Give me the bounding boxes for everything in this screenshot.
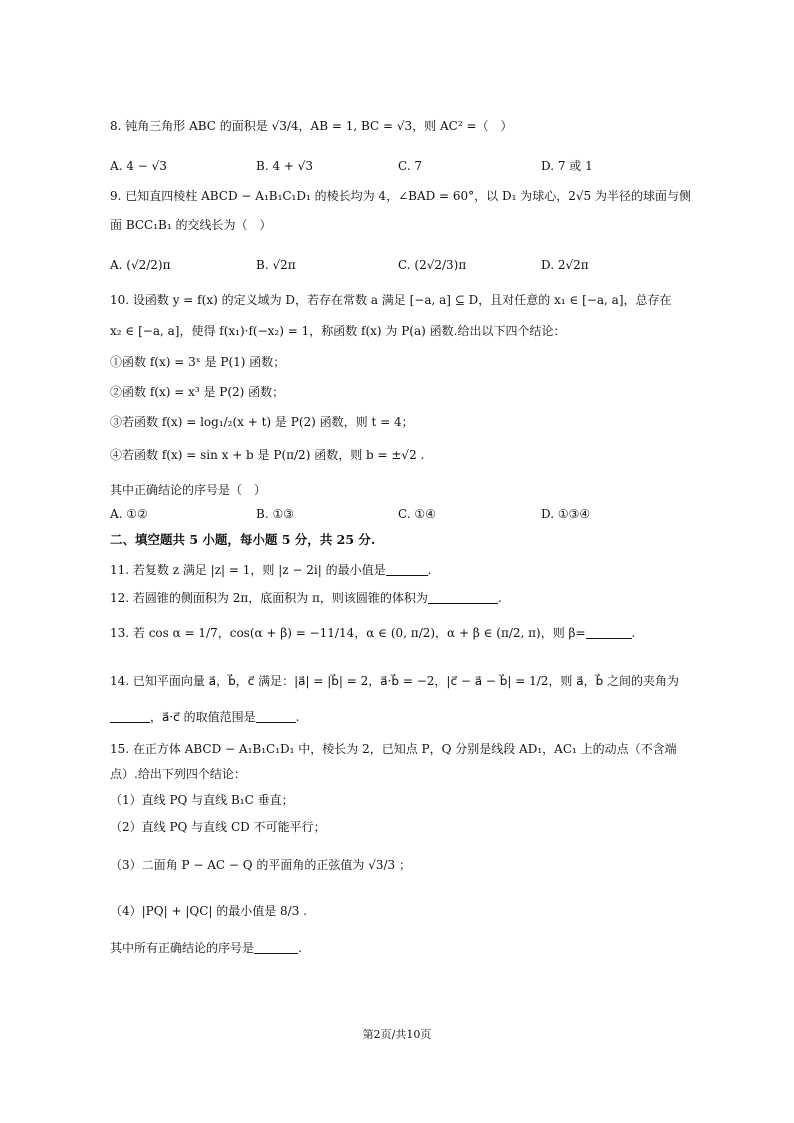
q8-option-d: D. 7 或 1 [541,159,593,173]
q11-answer-blank[interactable] [386,562,428,576]
q8-stem: 8. 钝角三角形 ABC 的面积是 √3/4，AB = 1, BC = √3，则 AC² =（ ） [110,119,513,133]
q9-option-b: B. √2π [256,258,296,272]
q8-option-c: C. 7 [398,159,423,173]
q10-option-b: B. ①③ [256,507,294,521]
q10-claim-3: ③若函数 f(x) = log₁/₂(x + t) 是 P(2) 函数，则 t = 4； [110,415,414,429]
q14-range-blank[interactable] [256,709,296,723]
q10-claim-2: ②函数 f(x) = x³ 是 P(2) 函数； [110,385,285,399]
q10-option-c: C. ①④ [398,507,436,521]
q10-option-a: A. ①② [110,507,148,521]
q11-end: . [427,563,432,577]
q10-claim-1: ①函数 f(x) = 3ˣ 是 P(1) 函数； [110,355,286,369]
q15-claim-4: （4）|PQ| + |QC| 的最小值是 8/3 . [110,904,307,918]
q9-option-c: C. (2√2/3)π [398,258,467,272]
q15-answer-blank[interactable] [254,940,298,954]
q14-mid-text: ，a⃗·c⃗ 的取值范围是 [150,710,256,724]
q9-option-d: D. 2√2π [541,258,589,272]
q9-stem-line1: 9. 已知直四棱柱 ABCD − A₁B₁C₁D₁ 的棱长均为 4，∠BAD = 60°，以 D₁ 为球心，2√5 为半径的球面与侧 [110,189,691,203]
q15-end: . [298,941,302,955]
q9-option-a: A. (√2/2)π [110,258,171,272]
q8-option-b: B. 4 + √3 [256,159,314,173]
q11-text: 11. 若复数 z 满足 |z| = 1，则 |z − 2i| 的最小值是 [110,563,386,577]
q15-line1: 15. 在正方体 ABCD − A₁B₁C₁D₁ 中，棱长为 2，已知点 P，Q 分别是线段 AD₁，AC₁ 上的动点（不含端 [110,742,677,756]
q13-text: 13. 若 cos α = 1/7，cos(α + β) = −11/14，α ∈ (0, π/2)，α + β ∈ (π/2, π)，则 β= [110,626,586,640]
q14-line2 [110,708,299,726]
q12-answer-blank[interactable] [428,590,498,604]
q15-claim-1: （1）直线 PQ 与直线 B₁C 垂直； [110,793,294,807]
q15-claim-3: （3）二面角 P − AC − Q 的平面角的正弦值为 √3/3 ； [110,858,411,872]
q12-end: . [497,591,502,605]
q10-option-d: D. ①③④ [541,507,591,521]
q13 [110,624,635,642]
q14-end: . [295,710,300,724]
q13-answer-blank[interactable] [586,625,632,639]
q15-claim-2: （2）直线 PQ 与直线 CD 不可能平行； [110,820,326,834]
q15-ask-text: 其中所有正确结论的序号是 [110,941,255,955]
q10-ask: 其中正确结论的序号是（ ） [110,483,267,497]
q10-line2: x₂ ∈ [−a, a]，使得 f(x₁)·f(−x₂) = 1，称函数 f(x) 为 P(a) 函数.给出以下四个结论： [110,324,566,338]
q10-claim-4: ④若函数 f(x) = sin x + b 是 P(π/2) 函数，则 b = ±√2 . [110,448,425,462]
q13-end: . [631,626,636,640]
q12-text: 12. 若圆锥的侧面积为 2π，底面积为 π，则该圆锥的体积为 [110,591,428,605]
q12 [110,589,502,607]
page-footer: 第2页/共10页 [362,1028,432,1041]
q9-stem-line2: 面 BCC₁B₁ 的交线长为（ ） [110,218,272,232]
q14-angle-blank[interactable] [110,709,150,723]
q15-line2: 点）.给出下列四个结论： [110,767,246,781]
q14-line1: 14. 已知平面向量 a⃗，b⃗，c⃗ 满足：|a⃗| = |b⃗| = 2，a⃗·b⃗ = −2，|c⃗ − a⃗ − b⃗| = 1/2，则 a⃗，b⃗ 之间的夹角为 [110,674,680,688]
q15-ask [110,939,302,957]
section-heading-fill-in: 二、填空题共 5 小题，每小题 5 分，共 25 分. [110,532,376,547]
q10-line1: 10. 设函数 y = f(x) 的定义域为 D，若存在常数 a 满足 [−a, a] ⊆ D，且对任意的 x₁ ∈ [−a, a]，总存在 [110,293,672,307]
q11 [110,561,431,579]
q8-option-a: A. 4 − √3 [110,159,167,173]
